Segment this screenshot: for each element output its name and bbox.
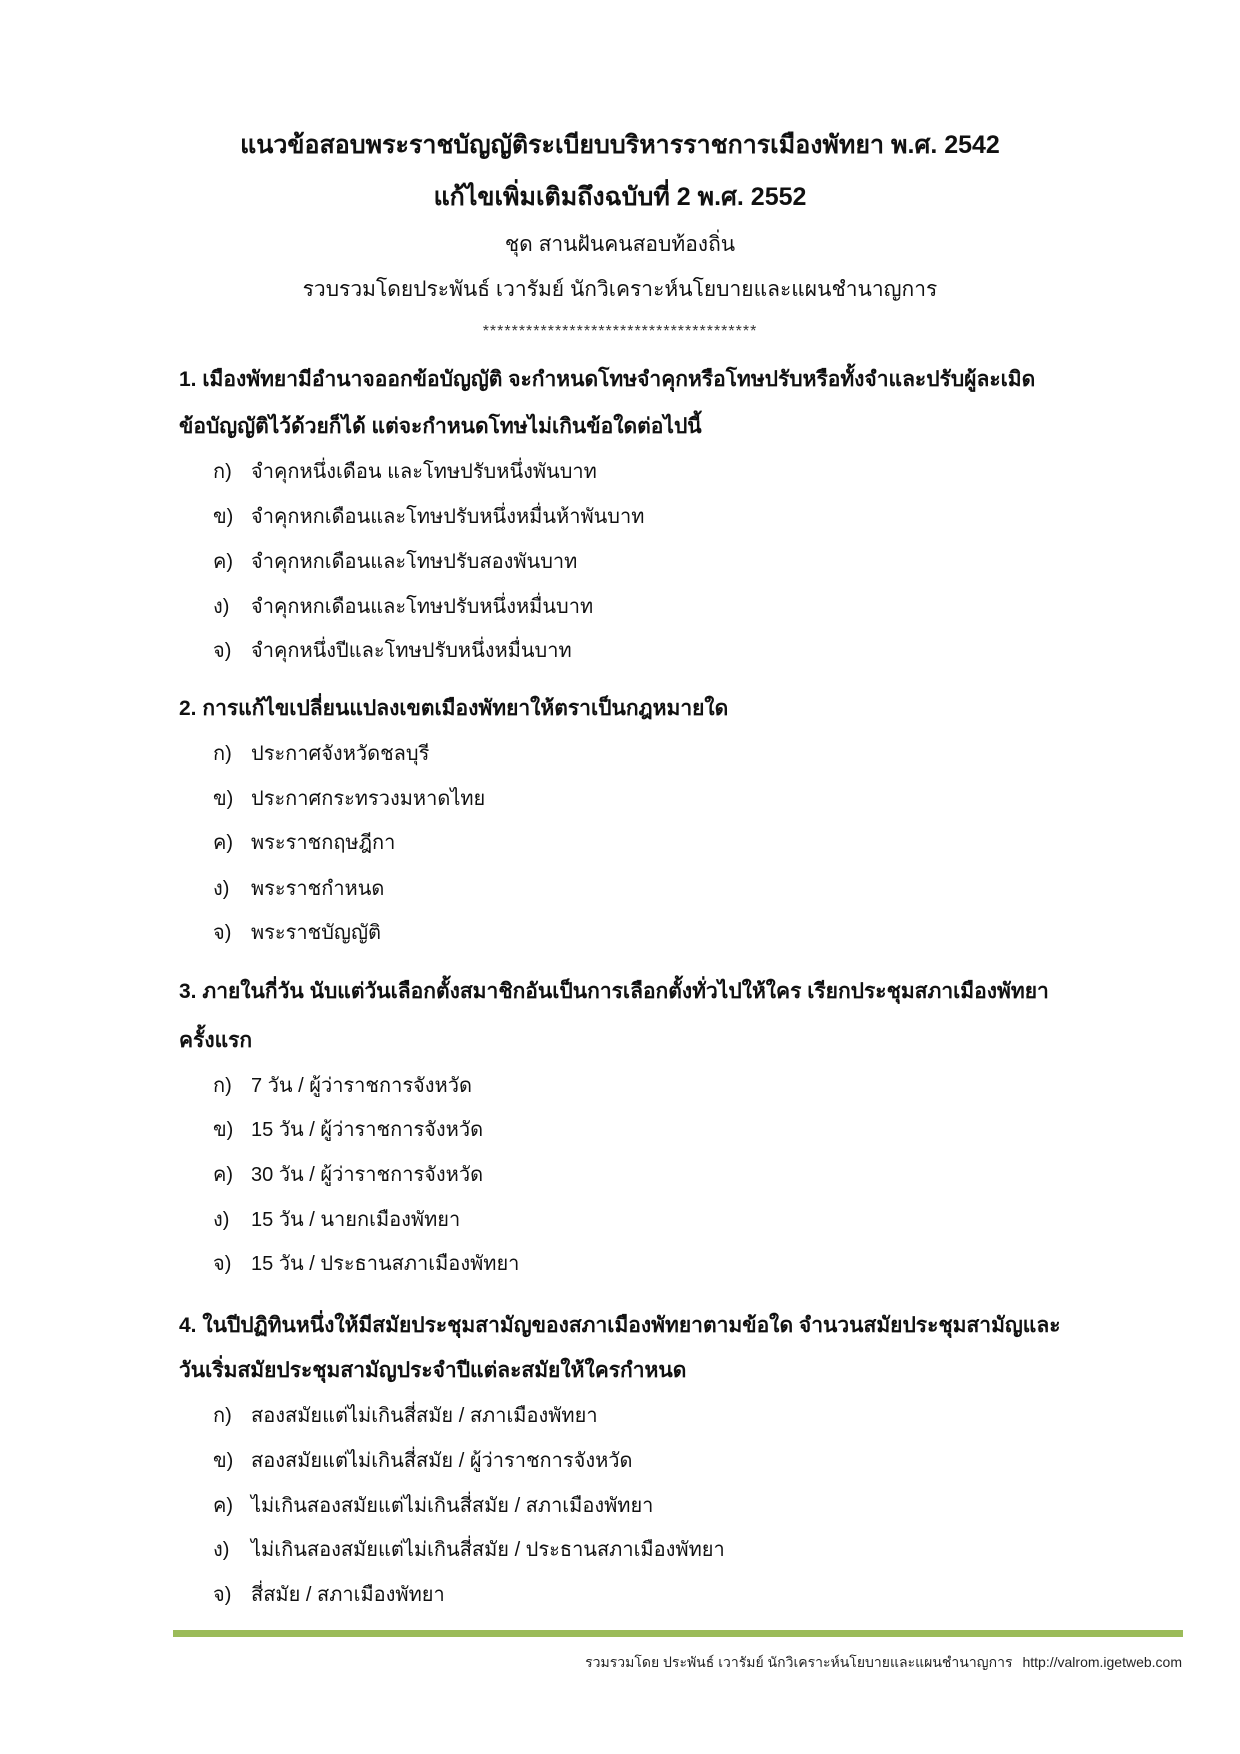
option-text: จำคุกหกเดือนและโทษปรับหนึ่งหมื่นบาท [251, 596, 594, 618]
option-label: ก) [213, 461, 232, 483]
option-label: จ) [213, 1584, 232, 1606]
answer-option [213, 1157, 483, 1193]
option-text: 7 วัน / ผู้ว่าราชการจังหวัด [251, 1075, 472, 1097]
option-text: จำคุกหนึ่งเดือน และโทษปรับหนึ่งพันบาท [251, 461, 597, 483]
answer-option [213, 1577, 445, 1613]
question-text: 1. เมืองพัทยามีอำนาจออกข้อบัญญัติ จะกำหนดโทษจำคุกหรือโทษปรับหรือทั้งจำและปรับผู้ละเมิด [179, 368, 1036, 391]
option-text: จำคุกหกเดือนและโทษปรับหนึ่งหมื่นห้าพันบาท [251, 506, 645, 528]
question-text: 3. ภายในกี่วัน นับแต่วันเลือกตั้งสมาชิกอันเป็นการเลือกตั้งทั่วไปให้ใคร เรียกประชุมสภาเมืองพัทยา [179, 980, 1049, 1003]
answer-option [213, 499, 644, 535]
footer-divider [173, 1630, 1183, 1637]
option-label: ง) [213, 1209, 230, 1231]
option-label: จ) [213, 640, 232, 662]
answer-option [213, 781, 485, 817]
option-label: ก) [213, 1405, 232, 1427]
option-label: ค) [213, 551, 234, 573]
answer-option [213, 915, 381, 951]
answer-option [213, 633, 572, 669]
separator-stars: ************************************** [482, 323, 758, 340]
option-label: ค) [213, 1495, 234, 1517]
option-text: ประกาศกระทรวงมหาดไทย [251, 788, 486, 810]
option-label: ก) [213, 743, 232, 765]
option-text: ประกาศจังหวัดชลบุรี [251, 743, 430, 765]
title-line-1: แนวข้อสอบพระราชบัญญัติระเบียบบริหารราชการเมืองพัทยา พ.ศ. 2542 [240, 131, 1000, 159]
option-label: ง) [213, 878, 230, 900]
answer-option [213, 544, 577, 580]
answer-option [213, 1443, 633, 1479]
page-footer [575, 1652, 1182, 1674]
option-text: พระราชบัญญัติ [251, 922, 381, 944]
footer-url-link[interactable]: http://valrom.igetweb.com [1022, 1654, 1182, 1670]
question-text: 2. การแก้ไขเปลี่ยนแปลงเขตเมืองพัทยาให้ตราเป็นกฎหมายใด [179, 697, 729, 720]
option-text: จำคุกหนึ่งปีและโทษปรับหนึ่งหมื่นบาท [251, 640, 572, 662]
option-text: 15 วัน / นายกเมืองพัทยา [251, 1209, 461, 1231]
answer-option [213, 1488, 653, 1524]
option-label: ข) [213, 1450, 234, 1472]
option-text: 15 วัน / ประธานสภาเมืองพัทยา [251, 1253, 520, 1275]
option-label: ข) [213, 788, 234, 810]
question-text: ข้อบัญญัติไว้ด้วยก็ได้ แต่จะกำหนดโทษไม่เกินข้อใดต่อไปนี้ [179, 415, 702, 438]
footer-credit: รวมรวมโดย ประพันธ์ เวารัมย์ นักวิเคราะห์นโยบายและแผนชำนาญการ [585, 1654, 1013, 1670]
option-text: สองสมัยแต่ไม่เกินสี่สมัย / ผู้ว่าราชการจังหวัด [251, 1450, 633, 1472]
series-subtitle: ชุด สานฝันคนสอบท้องถิ่น [504, 233, 736, 256]
answer-option [213, 736, 429, 772]
option-label: ง) [213, 1539, 230, 1561]
answer-option [213, 1398, 598, 1434]
answer-option [213, 871, 384, 907]
answer-option [213, 589, 593, 625]
answer-option [213, 1202, 460, 1238]
option-label: ค) [213, 832, 234, 854]
option-label: ข) [213, 1119, 234, 1141]
answer-option [213, 1112, 483, 1148]
option-label: ง) [213, 596, 230, 618]
option-text: พระราชกำหนด [251, 878, 385, 900]
option-text: สี่สมัย / สภาเมืองพัทยา [251, 1584, 445, 1606]
answer-option [213, 1068, 472, 1104]
question-text: วันเริ่มสมัยประชุมสามัญประจำปีแต่ละสมัยให้ใครกำหนด [179, 1359, 687, 1382]
answer-option [213, 825, 395, 861]
compiler-line: รวบรวมโดยประพันธ์ เวารัมย์ นักวิเคราะห์นโยบายและแผนชำนาญการ [302, 278, 938, 301]
answer-option [213, 454, 597, 490]
answer-option [213, 1532, 725, 1568]
option-text: ไม่เกินสองสมัยแต่ไม่เกินสี่สมัย / สภาเมืองพัทยา [251, 1495, 654, 1517]
answer-option [213, 1246, 519, 1282]
option-text: สองสมัยแต่ไม่เกินสี่สมัย / สภาเมืองพัทยา [251, 1405, 598, 1427]
option-text: พระราชกฤษฎีกา [251, 832, 396, 854]
option-label: จ) [213, 1253, 232, 1275]
question-text: 4. ในปีปฏิทินหนึ่งให้มีสมัยประชุมสามัญของสภาเมืองพัทยาตามข้อใด จำนวนสมัยประชุมสามัญและ [179, 1314, 1061, 1337]
option-label: ก) [213, 1075, 232, 1097]
option-text: 15 วัน / ผู้ว่าราชการจังหวัด [251, 1119, 484, 1141]
option-text: 30 วัน / ผู้ว่าราชการจังหวัด [251, 1164, 484, 1186]
option-label: ค) [213, 1164, 234, 1186]
option-label: ข) [213, 506, 234, 528]
question-text: ครั้งแรก [179, 1029, 253, 1052]
option-text: ไม่เกินสองสมัยแต่ไม่เกินสี่สมัย / ประธานสภาเมืองพัทยา [251, 1539, 725, 1561]
option-label: จ) [213, 922, 232, 944]
title-line-2: แก้ไขเพิ่มเติมถึงฉบับที่ 2 พ.ศ. 2552 [433, 183, 807, 211]
option-text: จำคุกหกเดือนและโทษปรับสองพันบาท [251, 551, 578, 573]
